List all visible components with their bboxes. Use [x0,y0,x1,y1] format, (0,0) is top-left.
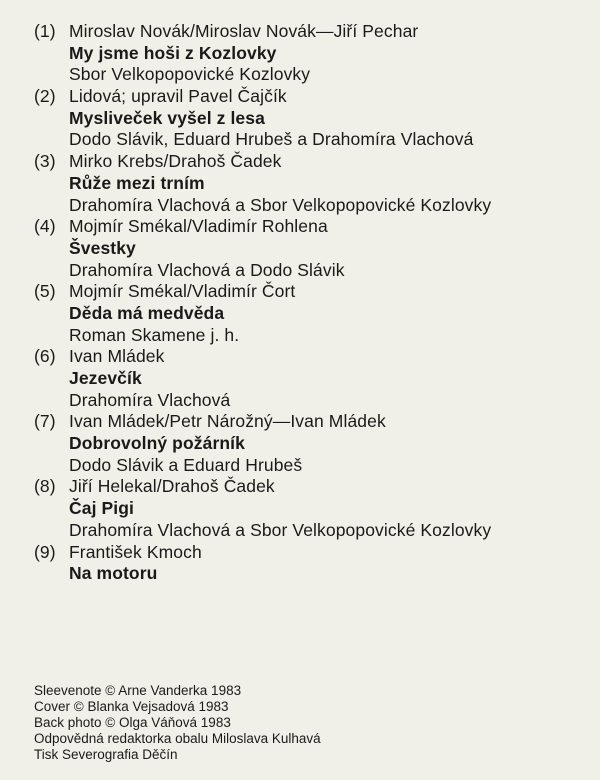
track-item [34,281,590,346]
sleeve-credits [34,683,554,763]
track-title: Růže mezi trním [69,172,205,193]
track-authors: Mirko Krebs/Drahoš Čadek [69,151,282,172]
track-performers: Drahomíra Vlachová a Sbor Velkopopovické Kozlovky [69,194,492,215]
track-performers: Sbor Velkopopovické Kozlovky [69,64,311,85]
track-authors: František Kmoch [69,541,202,562]
track-item [34,216,590,281]
track-authors: Lidová; upravil Pavel Čajčík [69,86,287,107]
credit-back-photo: Back photo © Olga Váňová 1983 [34,715,231,730]
credit-editor: Odpovědná redaktorka obalu Miloslava Kulhavá [34,731,321,746]
track-item [34,476,590,541]
track-title: My jsme hoši z Kozlovky [69,42,277,63]
track-number: (7) [34,411,56,432]
track-authors: Mojmír Smékal/Vladimír Rohlena [69,216,328,237]
track-number: (4) [34,216,56,237]
track-item [34,86,590,151]
track-title: Dobrovolný požárník [69,433,245,454]
credit-sleevenote: Sleevenote © Arne Vanderka 1983 [34,683,242,698]
track-item [34,151,590,216]
track-number: (1) [34,21,56,41]
track-performers: Roman Skamene j. h. [69,324,240,345]
track-performers: Dodo Slávik, Eduard Hrubeš a Drahomíra Vlachová [69,129,474,150]
track-title: Jezevčík [69,368,142,388]
track-title: Švestky [69,237,136,258]
track-authors: Miroslav Novák/Miroslav Novák—Jiří Pechar [69,21,419,41]
track-authors: Mojmír Smékal/Vladimír Čort [69,281,296,302]
track-authors: Jiří Helekal/Drahoš Čadek [69,476,275,497]
track-item [34,346,590,411]
track-authors: Ivan Mládek/Petr Nárožný—Ivan Mládek [69,411,386,432]
track-performers: Dodo Slávik a Eduard Hrubeš [69,454,303,475]
track-performers: Drahomíra Vlachová a Sbor Velkopopovické Kozlovky [69,519,492,540]
track-title: Čaj Pigi [69,498,134,519]
track-number: (3) [34,151,56,172]
track-number: (8) [34,476,56,497]
track-item [34,21,590,86]
track-list [34,21,590,585]
track-item [34,411,590,476]
track-number: (5) [34,281,56,302]
track-authors: Ivan Mládek [69,346,165,367]
track-number: (9) [34,541,56,562]
credit-cover: Cover © Blanka Vejsadová 1983 [34,699,229,714]
track-performers: Drahomíra Vlachová [69,389,231,410]
track-title: Děda má medvěda [69,302,225,323]
track-title: Na motoru [69,563,158,584]
credit-printer: Tisk Severografia Děčín [34,747,178,762]
track-title: Mysliveček vyšel z lesa [69,107,265,128]
track-performers: Drahomíra Vlachová a Dodo Slávik [69,259,345,280]
track-number: (6) [34,346,56,367]
track-number: (2) [34,86,56,107]
track-item [34,542,590,585]
